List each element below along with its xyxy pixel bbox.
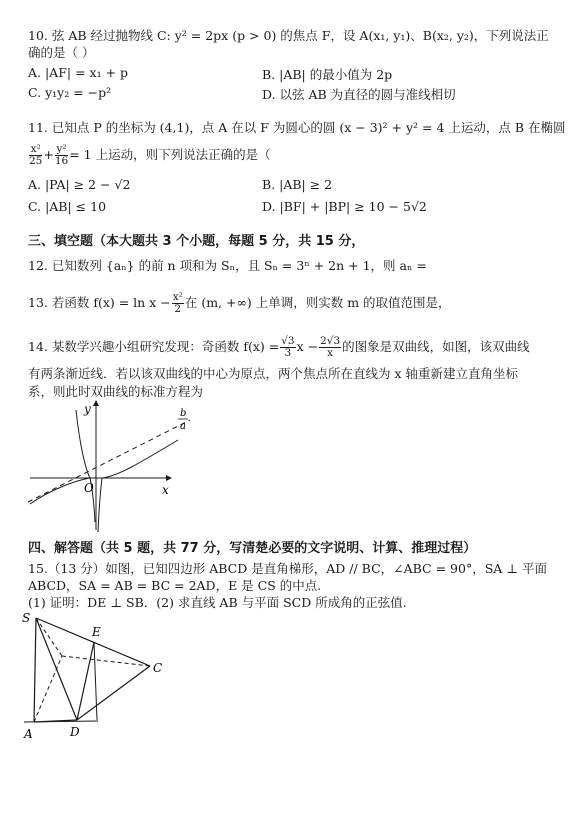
q12-stem: 12. 已知数列 {aₙ} 的前 n 项和为 Sₙ，且 Sₙ = 3ⁿ + 2n + 1，则 aₙ = [28, 258, 427, 273]
label-A: A [24, 727, 33, 741]
graph-note-num: b [180, 408, 187, 419]
label-S: S [22, 611, 31, 625]
edge-AB-hidden [34, 656, 62, 722]
edge-CD [77, 666, 150, 720]
hyperbola-branch-lower [98, 478, 102, 532]
q14-stem-line1: 14. 某数学兴趣小组研究发现：奇函数 f(x) = $\frac{√3}{3}$ x − $\frac{2√3}{x}$ 的图象是双曲线，如图，该双曲线 [28, 335, 530, 359]
label-D: D [70, 725, 80, 739]
graph-origin-label: O [84, 481, 94, 495]
q10-option-b: B. |AB| 的最小值为 2p [262, 67, 393, 82]
q15-stem-line2: ABCD，SA = AB = BC = 2AD，E 是 CS 的中点. [28, 578, 322, 593]
hyperbola-branch-right [102, 440, 178, 478]
graph-y-label: y [84, 402, 91, 416]
q13-stem: 13. 若函数 f(x) = ln x − $\frac{\text{x²}}{2}$ 在 (m, +∞) 上单调，则实数 m 的取值范围是， [28, 291, 451, 315]
q11-stem-line1: 11. 已知点 P 的坐标为 (4,1)，点 A 在以 F 为圆心的圆 (x − 3)² + y² = 4 上运动，点 B 在椭圆 [28, 120, 566, 135]
q10-option-c: C. y₁y₂ = −p² [28, 85, 112, 100]
q14-stem-line3: 系，则此时双曲线的标准方程为 [28, 384, 204, 399]
q15-stem-line3: (1) 证明：DE ⊥ SB．(2) 求直线 AB 与平面 SCD 所成角的正弦值. [28, 595, 407, 610]
graph-x-label: x [162, 483, 169, 497]
label-E: E [92, 625, 101, 639]
q10-stem-line2: 确的是（ ） [28, 45, 95, 60]
label-C: C [153, 661, 163, 675]
q10-option-d: D. 以弦 AB 为直径的圆与准线相切 [262, 87, 456, 102]
q11-option-b: B. |AB| ≥ 2 [262, 177, 333, 192]
x-axis-arrow [166, 475, 172, 481]
section-4-heading: 四、解答题（共 5 题，共 77 分，写清楚必要的文字说明、计算、推理过程） [28, 541, 477, 556]
q10-option-a: A. |AF| = x₁ + p [28, 65, 128, 80]
q11-frac-x2-25: $\frac{\text{x²}}{25}$ [29, 143, 43, 167]
q13-frac: $\frac{\text{x²}}{2}$ [172, 291, 183, 315]
q11-option-c: C. |AB| ≤ 10 [28, 199, 107, 214]
q15-pyramid-figure [22, 608, 202, 743]
q14-hyperbola-graph [28, 398, 208, 533]
q11-option-a: A. |PA| ≥ 2 − √2 [28, 177, 131, 192]
edge-SA [34, 618, 36, 722]
q14-frac-root3-over-3: $\frac{√3}{3}$ [281, 335, 295, 359]
base-line [24, 721, 98, 722]
q11-stem-line2: $\frac{\text{x²}}{25}$ + $\frac{\text{y²}}{16}$ = 1 上运动，则下列说法正确的是（ [29, 143, 271, 167]
q14-frac-2root3-over-x: $\frac{2√3}{x}$ [320, 335, 341, 359]
y-axis-arrow [93, 400, 99, 406]
segment-E-drop [94, 642, 97, 720]
q11-option-d: D. |BF| + |BP| ≥ 10 − 5√2 [262, 199, 427, 214]
q15-stem-line1: 15.（13 分）如图，已知四边形 ABCD 是直角梯形，AD // BC，∠ABC = 90°，SA ⊥ 平面 [28, 561, 547, 576]
graph-note-den: a [180, 421, 186, 432]
hyperbola-branch-left [30, 478, 90, 504]
hyperbola-branch-left-upper [76, 410, 95, 522]
section-3-heading: 三、填空题（本大题共 3 个小题，每题 5 分，共 15 分， [28, 234, 365, 249]
q10-stem-line1: 10. 弦 AB 经过抛物线 C: y² = 2px (p > 0) 的焦点 F，设 A(x₁, y₁)、B(x₂, y₂)，下列说法正 [28, 28, 549, 43]
segment-DE [77, 642, 94, 720]
q11-frac-y2-16: $\frac{\text{y²}}{16}$ [54, 143, 69, 167]
q14-stem-line2: 有两条渐近线．若以该双曲线的中心为原点，两个焦点所在直线为 x 轴重新建立直角坐标 [28, 366, 518, 381]
